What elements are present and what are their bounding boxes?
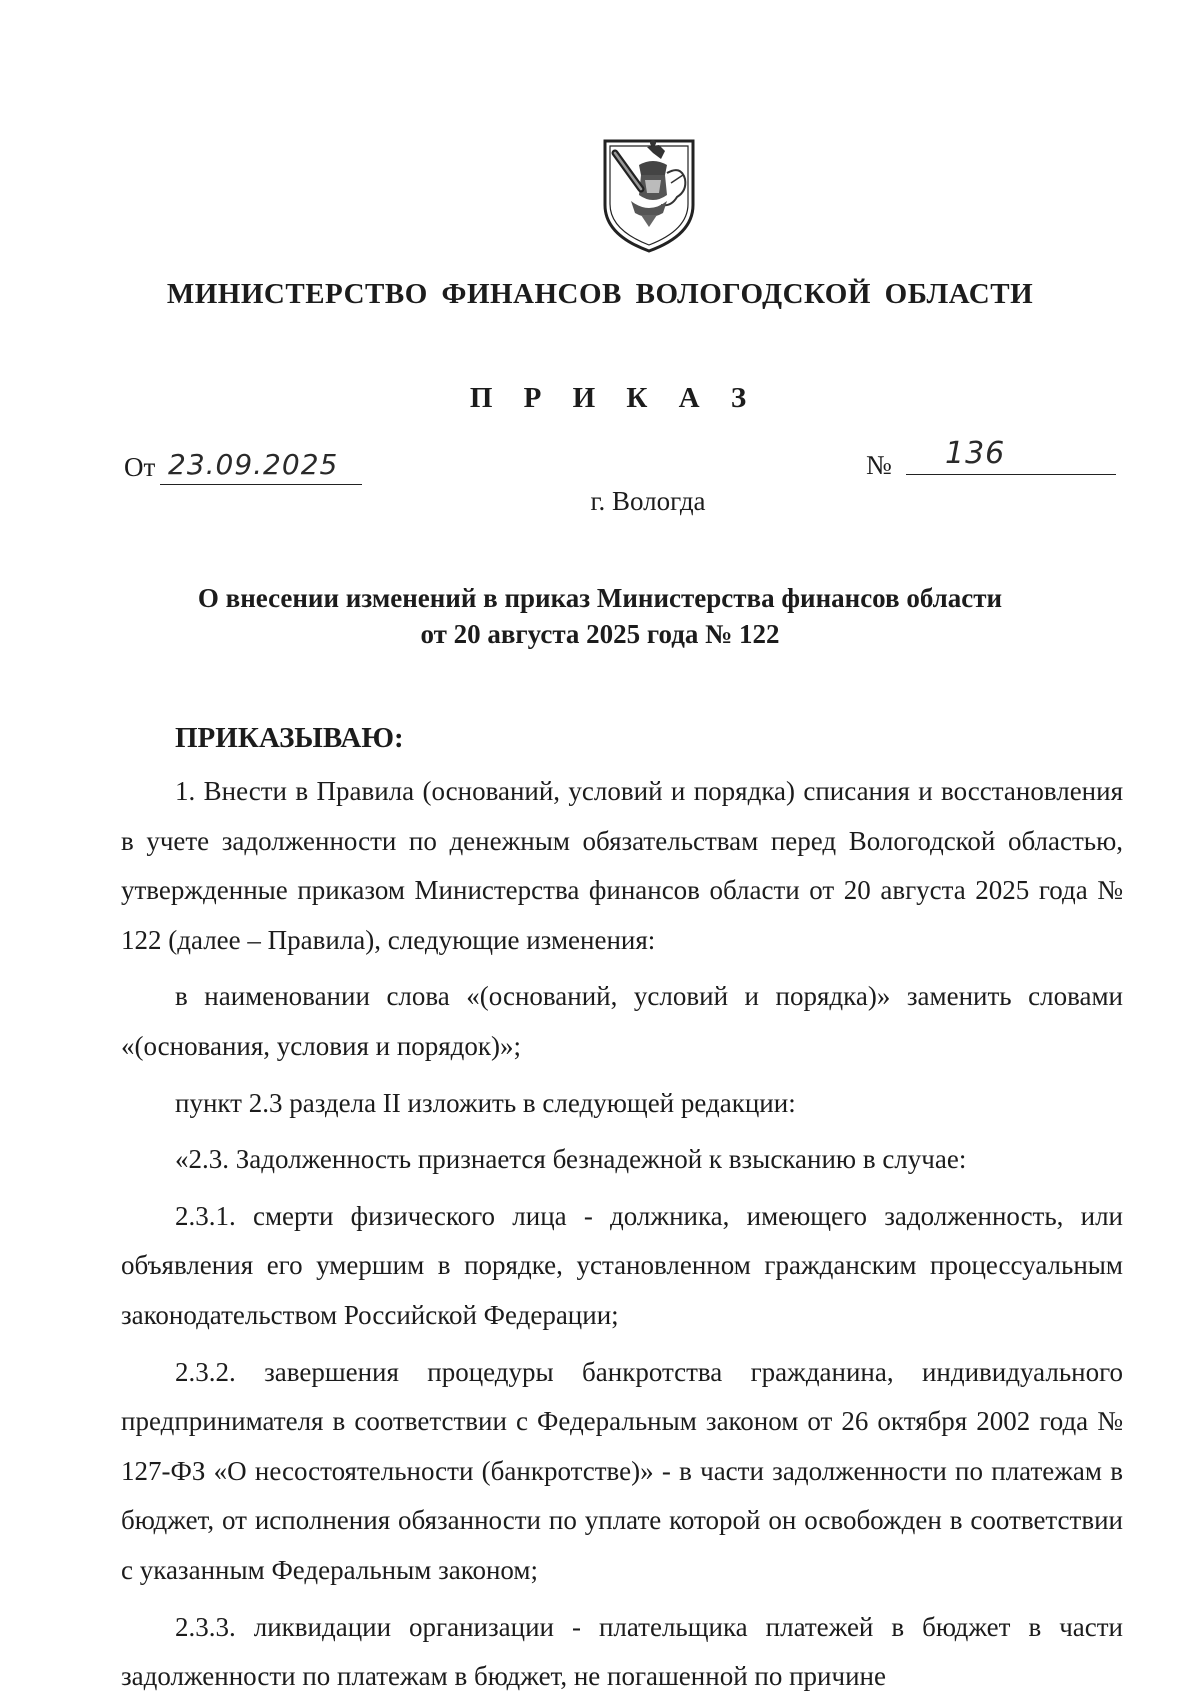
paragraph-6: 2.3.2. завершения процедуры банкротства гражданина, индивидуального предпринимателя в соответствии с Федеральным законом от 26 октября 2002 года № 127-ФЗ «О несостоятельности (банкротстве)» - в части задолженности по платежам в бюджет, от исполнения обязанности по уплате которой он освобожден в соответствии с указанным Федеральным законом; — [121, 1356, 1123, 1585]
paragraph-1: 1. Внести в Правила (оснований, условий и порядка) списания и восстановления в учете задолженности по денежным обязательствам перед Вологодской областью, утвержденные приказом Министерства финансов области от 20 августа 2025 года № 122 (далее – Правила), следующие изменения: — [121, 776, 1123, 955]
vologda-coat-of-arms-icon — [601, 135, 697, 255]
date-underline — [160, 484, 362, 485]
title-line-2: от 20 августа 2025 года № 122 — [420, 619, 780, 649]
paragraph-2: в наименовании слова «(оснований, условий и порядка)» заменить словами «(основания, условия и порядок)»; — [121, 981, 1123, 1061]
order-word: ПРИКАЗЫВАЮ: — [175, 722, 404, 754]
title-line-1: О внесении изменений в приказ Министерства финансов области — [197, 583, 1003, 613]
date-handwritten: 23.09.2025 — [168, 448, 339, 481]
number-handwritten: 136 — [945, 436, 1006, 471]
paragraph-3: пункт 2.3 раздела II изложить в следующей редакции: — [175, 1087, 796, 1118]
number-underline — [906, 474, 1116, 475]
document-title — [0, 580, 1200, 652]
ministry-name: МИНИСТЕРСТВО ФИНАНСОВ ВОЛОГОДСКОЙ ОБЛАСТИ — [166, 278, 1034, 310]
paragraph-4: «2.3. Задолженность признается безнадежной к взысканию в случае: — [175, 1144, 967, 1175]
date-label: От — [124, 452, 156, 482]
body-text — [121, 767, 1123, 1702]
city: г. Вологда — [590, 486, 706, 516]
number-label: № — [866, 450, 892, 480]
document-type: П Р И К А З — [469, 382, 759, 414]
paragraph-5: 2.3.1. смерти физического лица - должника, имеющего задолженность, или объявления его умершим в порядке, установленном гражданским процессуальным законодательством Российской Федерации; — [121, 1200, 1123, 1330]
paragraph-7: 2.3.3. ликвидации организации - плательщика платежей в бюджет в части задолженности по платежам в бюджет, не погашенной по причине — [121, 1611, 1123, 1692]
